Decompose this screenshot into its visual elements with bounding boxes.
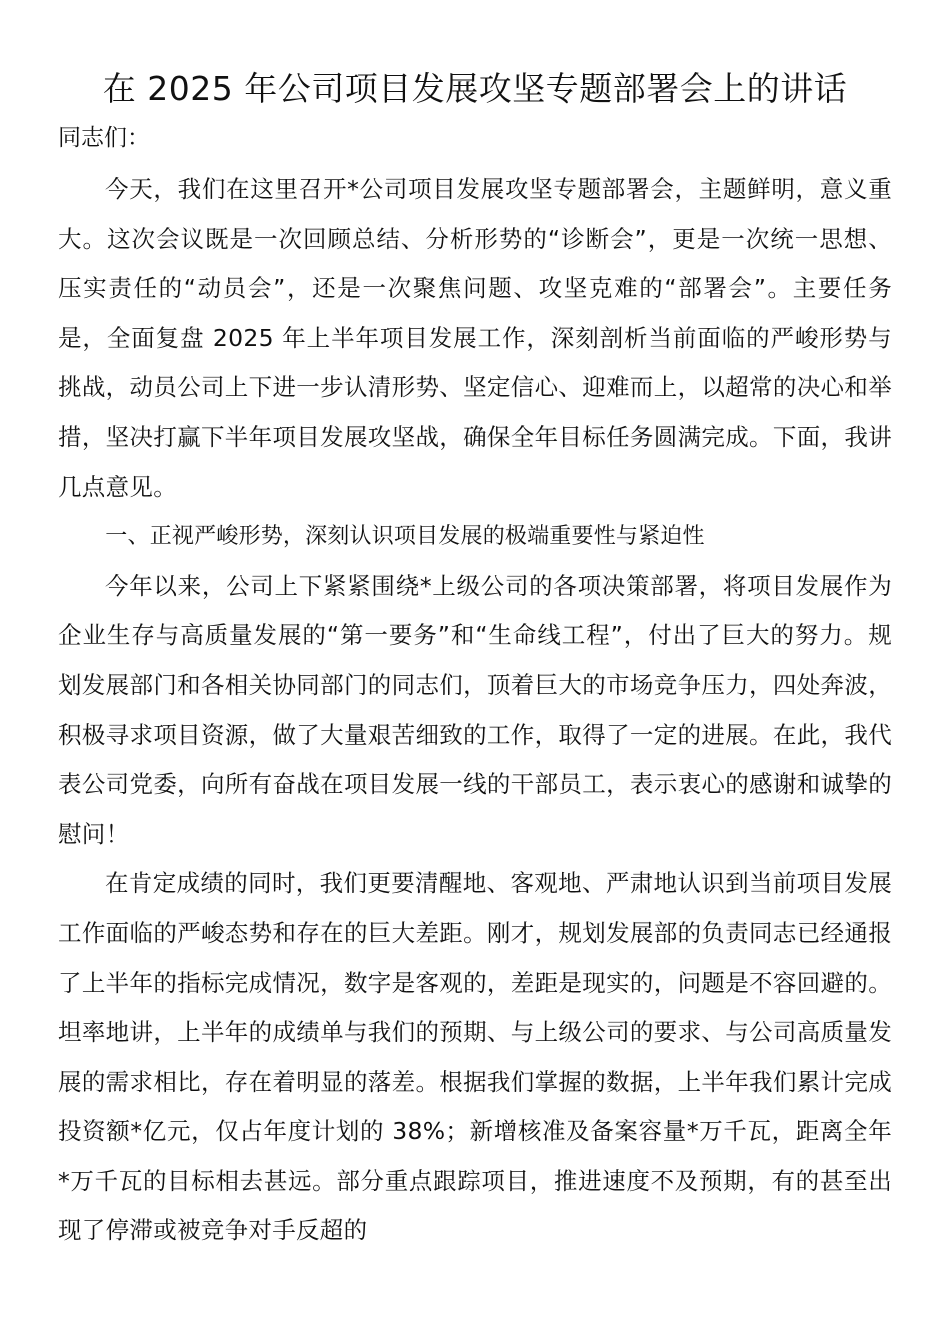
document-body <box>58 165 892 1256</box>
section1-paragraph-1: 今年以来，公司上下紧紧围绕*上级公司的各项决策部署，将项目发展作为企业生存与高质量发展的“第一要务”和“生命线工程”，付出了巨大的努力。规划发展部门和各相关协同部门的同志们，顶着巨大的市场竞争压力，四处奔波，积极寻求项目资源，做了大量艰苦细致的工作，取得了一定的进展。在此，我代表公司党委，向所有奋战在项目发展一线的干部员工，表示衷心的感谢和诚挚的慰问！ <box>58 571 892 848</box>
document-title: 在 2025 年公司项目发展攻坚专题部署会上的讲话 <box>102 69 848 108</box>
greeting: 同志们： <box>58 125 150 151</box>
section-heading-1: 一、正视严峻形势，深刻认识项目发展的极端重要性与紧迫性 <box>105 524 705 550</box>
section1-paragraph-2: 在肯定成绩的同时，我们更要清醒地、客观地、严肃地认识到当前项目发展工作面临的严峻态势和存在的巨大差距。刚才，规划发展部的负责同志已经通报了上半年的指标完成情况，数字是客观的，差距是现实的，问题是不容回避的。坦率地讲，上半年的成绩单与我们的预期、与上级公司的要求、与公司高质量发展的需求相比，存在着明显的落差。根据我们掌握的数据，上半年我们累计完成投资额*亿元，仅占年度计划的 38%；新增核准及备案容量*万千瓦，距离全年*万千瓦的目标相去甚远。部分重点跟踪项目，推进速度不及预期，有的甚至出现了停滞或被竞争对手反超的 <box>58 869 892 1245</box>
intro-paragraph: 今天，我们在这里召开*公司项目发展攻坚专题部署会，主题鲜明，意义重大。这次会议既是一次回顾总结、分析形势的“诊断会”，更是一次统一思想、压实责任的“动员会”，还是一次聚焦问题、攻坚克难的“部署会”。主要任务是，全面复盘 2025 年上半年项目发展工作，深刻剖析当前面临的严峻形势与挑战，动员公司上下进一步认清形势、坚定信心、迎难而上，以超常的决心和举措，坚决打赢下半年项目发展攻坚战，确保全年目标任务圆满完成。下面，我讲几点意见。 <box>58 175 892 501</box>
